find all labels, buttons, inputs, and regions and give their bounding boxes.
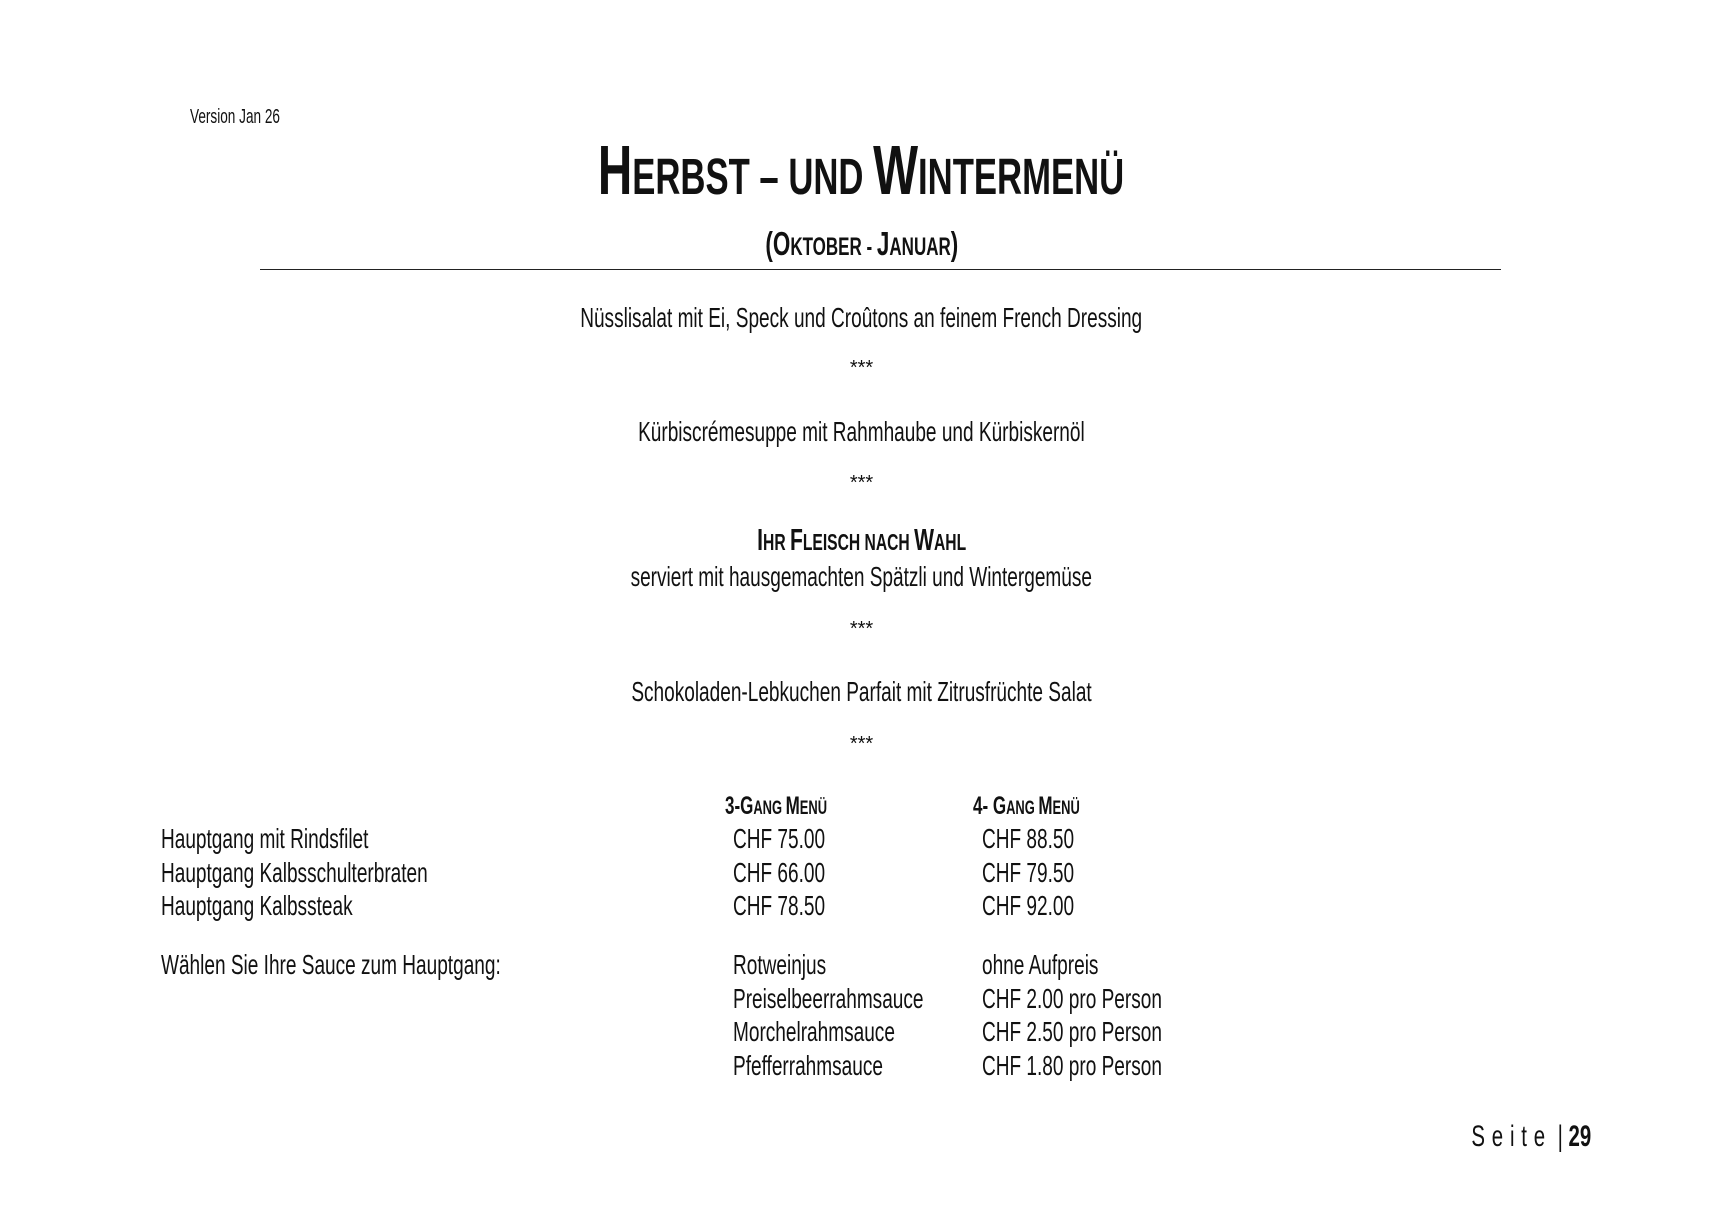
table-row-price-4: CHF 92.00: [982, 890, 1075, 921]
sauce-price: CHF 2.00 pro Person: [982, 983, 1162, 1014]
table-row-price-4: CHF 79.50: [982, 857, 1075, 888]
sauce-name: Preiselbeerrahmsauce: [733, 983, 924, 1014]
course-soup: Kürbiscrémesuppe mit Rahmhaube und Kürbiskernöl: [638, 416, 1085, 447]
main-course-description: serviert mit hausgemachten Spätzli und Wintergemüse: [630, 561, 1093, 592]
table-row-label: Hauptgang Kalbsschulterbraten: [161, 857, 428, 888]
course-separator: ***: [849, 618, 874, 640]
sauce-price: CHF 1.80 pro Person: [982, 1050, 1162, 1081]
table-row-price-3: CHF 75.00: [733, 823, 826, 854]
table-row-price-3: CHF 66.00: [733, 857, 826, 888]
table-row-price-4: CHF 88.50: [982, 823, 1075, 854]
title-divider: [260, 269, 1501, 270]
course-starter: Nüsslisalat mit Ei, Speck und Croûtons an feinem French Dressing: [580, 302, 1143, 333]
sauce-name: Morchelrahmsauce: [733, 1016, 895, 1047]
page-title: HERBST – UND WINTERMENÜ: [598, 131, 1125, 209]
page-number: Seite | 29: [1471, 1120, 1591, 1153]
sauce-price: CHF 2.50 pro Person: [982, 1016, 1162, 1047]
sauce-price: ohne Aufpreis: [982, 949, 1099, 980]
page-subtitle: (OKTOBER - JANUAR): [765, 225, 958, 262]
table-row-label: Hauptgang mit Rindsfilet: [161, 823, 369, 854]
version-label: Version Jan 26: [190, 106, 280, 128]
column-header-3-gang: 3-GANG MENÜ: [725, 792, 828, 820]
sauce-choice-label: Wählen Sie Ihre Sauce zum Hauptgang:: [161, 949, 501, 980]
table-row-label: Hauptgang Kalbssteak: [161, 890, 353, 921]
table-row-price-3: CHF 78.50: [733, 890, 826, 921]
column-header-4-gang: 4- GANG MENÜ: [973, 792, 1080, 820]
main-course-heading: IHR FLEISCH NACH WAHL: [757, 522, 966, 557]
course-dessert: Schokoladen-Lebkuchen Parfait mit Zitrusfrüchte Salat: [631, 676, 1092, 707]
course-separator: ***: [849, 733, 874, 755]
sauce-name: Rotweinjus: [733, 949, 827, 980]
sauce-name: Pfefferrahmsauce: [733, 1050, 883, 1081]
course-separator: ***: [849, 472, 874, 494]
course-separator: ***: [849, 357, 874, 379]
